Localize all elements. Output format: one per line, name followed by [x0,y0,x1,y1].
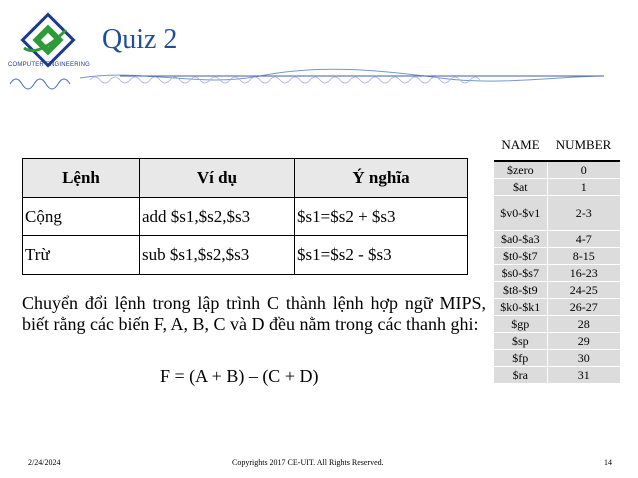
table-row [494,179,620,196]
register-number: 24-25 [547,282,620,299]
register-number: 28 [547,316,620,333]
instruction-table [22,158,468,275]
table-row [494,367,620,384]
column-header: NUMBER [547,130,620,161]
footer-date: 2/24/2024 [28,458,61,467]
footer-copyright: Copyrights 2017 CE-UIT. All Rights Reserved. [232,458,384,467]
table-row [494,265,620,282]
register-number: 29 [547,333,620,350]
table-row [494,282,620,299]
table-cell: $s1=$s2 - $s3 [295,236,468,275]
register-number: 31 [547,367,620,384]
table-row [494,196,620,231]
table-row [494,161,620,179]
table-cell: $s1=$s2 + $s3 [295,198,468,236]
register-header-row [494,130,620,161]
register-name: $a0-$a3 [494,231,547,248]
table-row [494,350,620,367]
register-name: $zero [494,161,547,179]
register-name: $k0-$k1 [494,299,547,316]
register-number: 16-23 [547,265,620,282]
table-row [494,316,620,333]
page-number: 14 [604,458,612,467]
column-header: Ví dụ [140,159,295,198]
table-header-row [23,159,468,198]
register-table [494,130,620,384]
register-name: $t8-$t9 [494,282,547,299]
register-name: $sp [494,333,547,350]
table-cell: add $s1,$s2,$s3 [140,198,295,236]
table-row [23,198,468,236]
register-number: 8-15 [547,248,620,265]
column-header: Lệnh [23,159,140,198]
table-row [23,236,468,275]
column-header: Ý nghĩa [295,159,468,198]
table-row [494,299,620,316]
slide-title: Quiz 2 [102,24,178,55]
table-cell: Cộng [23,198,140,236]
register-name: $gp [494,316,547,333]
column-header: NAME [494,130,547,161]
register-name: $at [494,179,547,196]
register-number: 4-7 [547,231,620,248]
formula: F = (A + B) – (C + D) [160,366,319,386]
register-name: $s0-$s7 [494,265,547,282]
table-row [494,248,620,265]
register-name: $fp [494,350,547,367]
register-number: 26-27 [547,299,620,316]
question-text: Chuyển đổi lệnh trong lập trình C thành lệnh hợp ngữ MIPS, biết rằng các biến F, A, B, C và D đều nằm trong các thanh ghi: [22,293,486,334]
table-row [494,333,620,350]
table-cell: Trừ [23,236,140,275]
register-name: $t0-$t7 [494,248,547,265]
register-number: 0 [547,161,620,179]
logo-caption: COMPUTER ENGINEERING [8,62,91,68]
register-name: $ra [494,367,547,384]
table-row [494,231,620,248]
decorative-swirl-line [0,66,638,96]
register-name: $v0-$v1 [494,196,547,231]
register-number: 1 [547,179,620,196]
register-number: 2-3 [547,196,620,231]
table-cell: sub $s1,$s2,$s3 [140,236,295,275]
register-number: 30 [547,350,620,367]
